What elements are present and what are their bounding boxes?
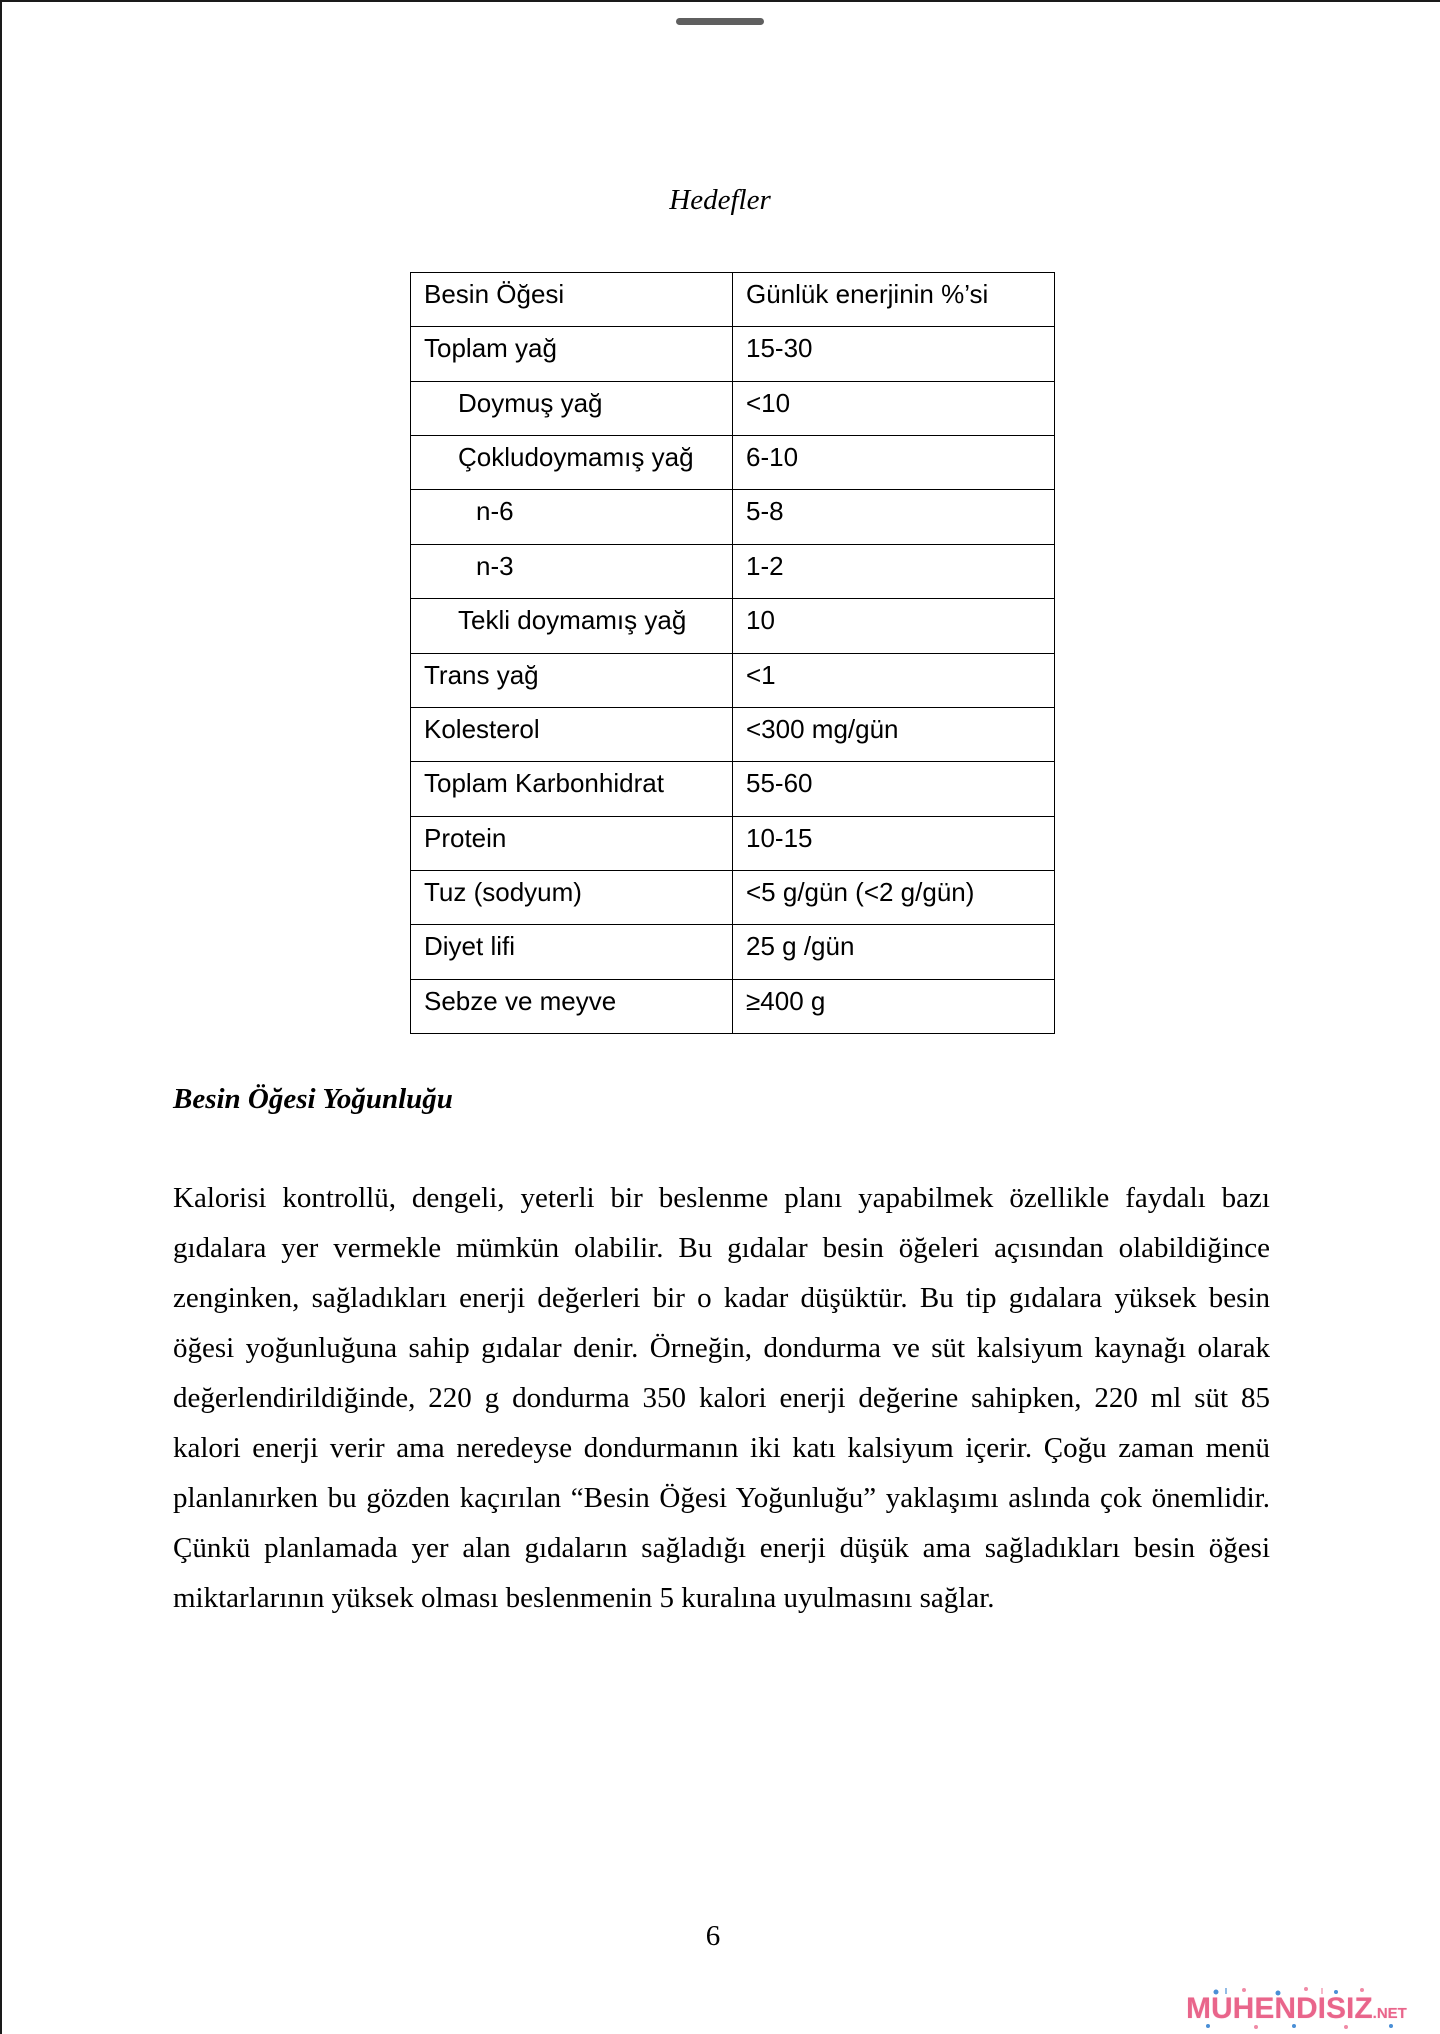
drag-handle[interactable] [676, 18, 764, 25]
table-row [411, 762, 1054, 816]
paragraph-line: kalori enerji verir ama neredeyse dondurmanın iki katı kalsiyum içerir. Çoğu zaman menü [173, 1432, 1270, 1464]
nutrient-cell: Toplam yağ [411, 327, 733, 380]
paragraph-line: değerlendirildiğinde, 220 g dondurma 350 kalori enerji değerine sahipken, 220 ml süt 85 [173, 1382, 1270, 1414]
nutrient-cell: Tuz (sodyum) [411, 871, 733, 924]
table-row [411, 817, 1054, 871]
table-row [411, 925, 1054, 979]
watermark-brand: MUHENDISIZ [1186, 1992, 1373, 2025]
energy-percent-cell: 25 g /gün [746, 931, 855, 962]
table-row [411, 599, 1054, 653]
nutrient-cell: Diyet lifi [411, 925, 733, 978]
table-row [411, 327, 1054, 381]
energy-percent-cell: 10 [746, 605, 775, 636]
watermark-tld: .NET [1372, 2005, 1407, 2022]
table-row [411, 490, 1054, 544]
energy-percent-cell: <5 g/gün (<2 g/gün) [746, 876, 975, 907]
nutrient-cell: Protein [411, 817, 733, 870]
paragraph-line: Kalorisi kontrollü, dengeli, yeterli bir beslenme planı yapabilmek özellikle faydalı bazı [173, 1182, 1270, 1214]
paragraph-line: miktarlarının yüksek olması beslenmenin 5 kuralına uyulmasını sağlar. [173, 1582, 995, 1614]
table-row [411, 708, 1054, 762]
table-row [411, 654, 1054, 708]
table-row [411, 545, 1054, 599]
table-row [411, 382, 1054, 436]
watermark-logo [1186, 1986, 1426, 2030]
watermark-text [1186, 1994, 1407, 2029]
nutrient-cell: Doymuş yağ [411, 382, 733, 435]
energy-percent-cell: <300 mg/gün [746, 713, 899, 744]
table-header-nutrient: Besin Öğesi [411, 273, 733, 326]
paragraph-line: öğesi yoğunluğuna sahip gıdalar denir. Örneğin, dondurma ve süt kalsiyum kaynağı olarak [173, 1332, 1270, 1364]
table-row [411, 871, 1054, 925]
page-number: 6 [705, 1920, 721, 1952]
table-header-row [411, 273, 1054, 327]
body-paragraph [173, 1173, 1270, 1623]
energy-percent-cell: 10-15 [746, 822, 813, 853]
energy-percent-cell: 5-8 [746, 496, 784, 527]
nutrient-cell: Çokludoymamış yağ [411, 436, 733, 489]
nutrient-cell: n-6 [411, 490, 733, 543]
energy-percent-cell: <1 [746, 659, 776, 690]
energy-percent-cell: 1-2 [746, 550, 784, 581]
energy-percent-cell: ≥400 g [746, 985, 826, 1016]
paragraph-line: zenginken, sağladıkları enerji değerleri bir o kadar düşüktür. Bu tip gıdalara yüksek besin [173, 1282, 1270, 1314]
nutrient-cell: Tekli doymamış yağ [411, 599, 733, 652]
table-title: Hedefler [669, 184, 771, 216]
table-header-energy-percent: Günlük enerjinin %’si [746, 279, 989, 309]
energy-percent-cell: <10 [746, 387, 791, 418]
nutrient-cell: Kolesterol [411, 708, 733, 761]
paragraph-line: planlanırken bu gözden kaçırılan “Besin Öğesi Yoğunluğu” yaklaşımı aslında çok önemlidir. [173, 1482, 1270, 1514]
section-heading: Besin Öğesi Yoğunluğu [173, 1083, 453, 1115]
paragraph-line: gıdalara yer vermekle mümkün olabilir. Bu gıdalar besin öğeleri açısından olabildiğince [173, 1232, 1270, 1264]
table-row [411, 980, 1054, 1033]
energy-percent-cell: 6-10 [746, 442, 799, 473]
nutrient-cell: n-3 [411, 545, 733, 598]
nutrient-cell: Toplam Karbonhidrat [411, 762, 733, 815]
nutrient-table [410, 272, 1055, 1034]
paragraph-line: Çünkü planlamada yer alan gıdaların sağladığı enerji düşük ama sağladıkları besin öğesi [173, 1532, 1270, 1564]
nutrient-cell: Sebze ve meyve [411, 980, 733, 1033]
energy-percent-cell: 15-30 [746, 333, 813, 364]
nutrient-cell: Trans yağ [411, 654, 733, 707]
table-row [411, 436, 1054, 490]
energy-percent-cell: 55-60 [746, 768, 813, 799]
